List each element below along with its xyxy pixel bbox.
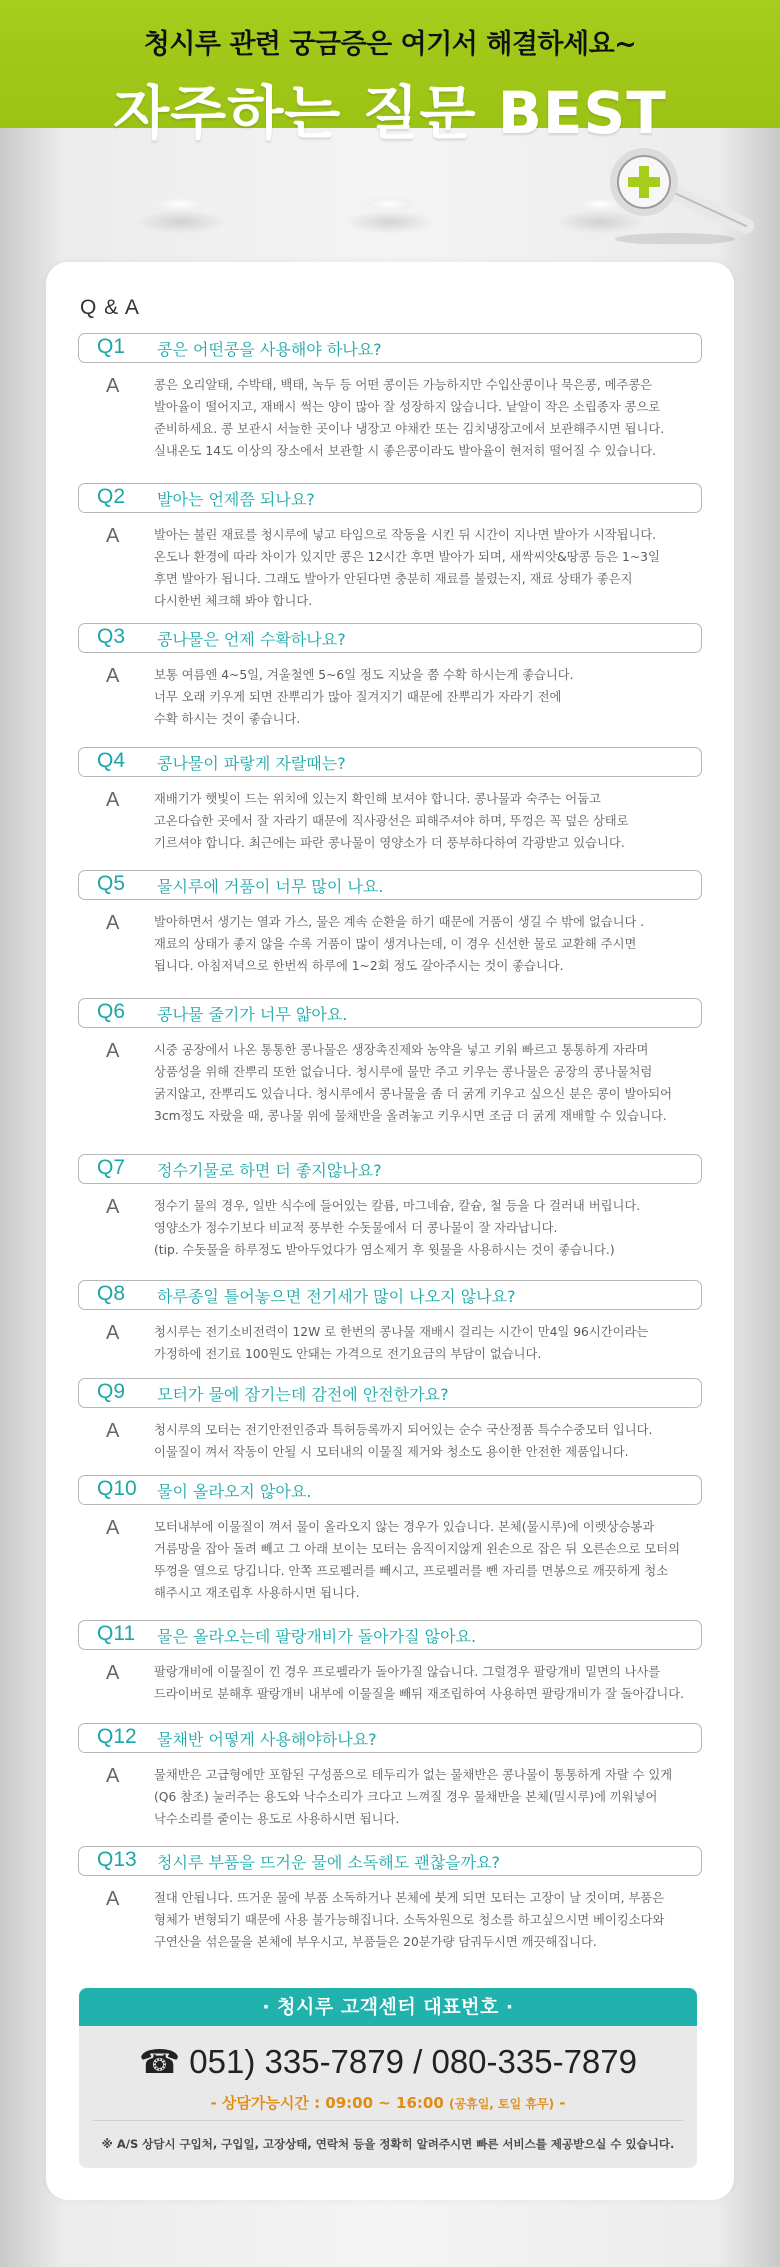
answer-line: 뚜껑을 열으로 당깁니다. 안쪽 프로펠러를 빼시고, 프로펠러를 뺀 자리를 면봉으로 깨끗하게 청소: [154, 1564, 669, 1578]
question-bar[interactable]: [78, 1620, 702, 1650]
answer-line: 발아율이 떨어지고, 재배시 썩는 양이 많아 잘 성장하지 않습니다. 낱알이 작은 소립종자 콩으로: [154, 400, 661, 414]
question-text: 하루종일 틀어놓으면 전기세가 많이 나오지 않나요?: [157, 1287, 516, 1306]
magnifier-icon: [590, 144, 760, 244]
answer-text: [154, 1321, 714, 1365]
answer-text: [154, 1516, 714, 1604]
answer-mark: A: [106, 1765, 120, 1787]
question-bar[interactable]: [78, 998, 702, 1028]
answer-line: (Q6 참조) 눌러주는 용도와 낙수소리가 크다고 느껴질 경우 물채반을 본체(밀시루)에 끼워넣어: [154, 1790, 658, 1804]
answer-line: 낙수소리를 줄이는 용도로 사용하시면 됩니다.: [154, 1812, 400, 1826]
answer-line: 굵지않고, 잔뿌리도 있습니다. 청시루에서 콩나물을 좀 더 굵게 키우고 싶으신 분은 콩이 발아되어: [154, 1087, 672, 1101]
answer-text: [154, 664, 714, 730]
answer-mark: A: [106, 1662, 120, 1684]
answer-line: 청시루의 모터는 전기안전인증과 특허등록까지 되어있는 순수 국산정품 특수수중모터 입니다.: [154, 1423, 653, 1437]
answer-mark: A: [106, 665, 120, 687]
question-bar[interactable]: [78, 483, 702, 513]
answer-line: 팔랑개비에 이물질이 낀 경우 프로펠라가 돌아가질 않습니다. 그럴경우 팔랑개비 밑면의 나사를: [154, 1665, 661, 1679]
question-bar[interactable]: [78, 1723, 702, 1753]
customer-center-box: [79, 1988, 697, 2168]
question-number: Q13: [97, 1848, 137, 1871]
answer-line: 너무 오래 키우게 되면 잔뿌리가 많아 질겨지기 때문에 잔뿌리가 자라기 전에: [154, 690, 562, 704]
question-bar[interactable]: [78, 870, 702, 900]
answer-line: 됩니다. 아침저녁으로 한번씩 하루에 1~2회 정도 갈아주시는 것이 좋습니다.: [154, 959, 564, 973]
header-title: 자주하는 질문 BEST: [113, 79, 667, 147]
answer-mark: A: [106, 1322, 120, 1344]
question-text: 물채반 어떻게 사용해야하나요?: [157, 1730, 377, 1749]
answer-text: [154, 1887, 714, 1953]
question-bar[interactable]: [78, 333, 702, 363]
answer-mark: A: [106, 375, 120, 397]
ceiling-lamp: [150, 196, 210, 212]
answer-mark: A: [106, 1196, 120, 1218]
answer-line: 후면 발아가 됩니다. 그래도 발아가 안된다면 충분히 재료를 불렸는지, 재료 상태가 좋은지: [154, 572, 633, 586]
answer-line: 가정하에 전기료 100원도 안돼는 가격으로 전기요금의 부담이 없습니다.: [154, 1347, 542, 1361]
answer-line: 기르셔야 합니다. 최근에는 파란 콩나물이 영양소가 더 풍부하다하여 각광받고 있습니다.: [154, 836, 625, 850]
ceiling-lamp-shadow: [345, 210, 435, 234]
question-number: Q1: [97, 335, 126, 358]
question-number: Q9: [97, 1380, 126, 1403]
question-number: Q11: [97, 1622, 136, 1645]
answer-line: 시중 공장에서 나온 통통한 콩나물은 생장촉진제와 농약을 넣고 키워 빠르고 통통하게 자라며: [154, 1043, 649, 1057]
question-number: Q5: [97, 872, 126, 895]
answer-line: 영양소가 정수기보다 비교적 풍부한 수돗물에서 더 콩나물이 잘 자라납니다.: [154, 1221, 558, 1235]
question-bar[interactable]: [78, 1378, 702, 1408]
answer-line: 이물질이 껴서 작동이 안될 시 모터내의 이물질 제거와 청소도 용이한 안전한 제품입니다.: [154, 1445, 629, 1459]
question-text: 콩은 어떤콩을 사용해야 하나요?: [157, 340, 382, 359]
answer-mark: A: [106, 1517, 120, 1539]
answer-line: 다시한번 체크해 봐야 합니다.: [154, 594, 313, 608]
answer-line: (tip. 수돗물을 하루정도 받아두었다가 염소제거 후 윗물을 사용하시는 것이 좋습니다.): [154, 1243, 615, 1257]
question-number: Q2: [97, 485, 126, 508]
answer-text: [154, 1419, 714, 1463]
question-number: Q3: [97, 625, 126, 648]
ceiling-lamp: [360, 196, 420, 212]
answer-mark: A: [106, 1420, 120, 1442]
question-text: 물은 올라오는데 팔랑개비가 돌아가질 않아요.: [157, 1627, 477, 1646]
question-number: Q8: [97, 1282, 126, 1305]
answer-line: 고온다습한 곳에서 잘 자라기 때문에 직사광선은 피해주셔야 하며, 뚜껑은 꼭 덮은 상태로: [154, 814, 629, 828]
header-subtitle: 청시루 관련 궁금증은 여기서 해결하세요~: [143, 29, 637, 60]
answer-line: 절대 안됩니다. 뜨거운 물에 부품 소독하거나 본체에 붓게 되면 모터는 고장이 날 것이며, 부품은: [154, 1891, 665, 1905]
question-text: 정수기물로 하면 더 좋지않나요?: [157, 1161, 382, 1180]
answer-line: 수확 하시는 것이 좋습니다.: [154, 712, 301, 726]
customer-center-note: ※ A/S 상담시 구입처, 구입일, 고장상태, 연락처 등을 정확히 알려주시면 빠른 서비스를 제공받으실 수 있습니다.: [101, 2137, 675, 2151]
question-text: 물시루에 거품이 너무 많이 나요.: [157, 877, 384, 896]
answer-text: [154, 1039, 714, 1127]
question-number: Q4: [97, 749, 126, 772]
answer-text: [154, 524, 714, 612]
question-bar[interactable]: [78, 1280, 702, 1310]
question-number: Q7: [97, 1156, 126, 1179]
answer-line: 정수기 물의 경우, 일반 식수에 들어있는 칼륨, 마그네슘, 칼슘, 철 등을 다 걸러내 버립니다.: [154, 1199, 641, 1213]
answer-line: 상품성을 위해 잔뿌리 또한 없습니다. 청시루에 물만 주고 키우는 콩나물은 공장의 콩나물처럼: [154, 1065, 653, 1079]
customer-center-title: · 청시루 고객센터 대표번호 ·: [79, 1988, 697, 2026]
question-bar[interactable]: [78, 1154, 702, 1184]
answer-mark: A: [106, 1040, 120, 1062]
question-text: 물이 올라오지 않아요.: [157, 1482, 312, 1501]
ceiling-lamp-shadow: [136, 210, 226, 234]
answer-text: [154, 1764, 714, 1830]
customer-center-hours: - 상담가능시간 : 09:00 ~ 16:00 (공휴일, 토일 휴무) -: [210, 2094, 566, 2112]
answer-line: 형체가 변형되기 때문에 사용 불가능해집니다. 소독차원으로 청소를 하고싶으시면 베이킹소다와: [154, 1913, 665, 1927]
answer-line: 실내온도 14도 이상의 장소에서 보관할 시 좋은콩이라도 발아율이 현저히 떨어질 수 있습니다.: [154, 444, 657, 458]
question-text: 발아는 언제쯤 되나요?: [157, 490, 315, 509]
question-bar[interactable]: [78, 747, 702, 777]
answer-text: [154, 1661, 714, 1705]
customer-center-phone[interactable]: ☎ 051) 335-7879 / 080-335-7879: [139, 2043, 637, 2080]
answer-line: 발아하면서 생기는 열과 가스, 물은 계속 순환을 하기 때문에 거품이 생길 수 밖에 없습니다 .: [154, 915, 645, 929]
question-text: 청시루 부품을 뜨거운 물에 소독해도 괜찮을까요?: [157, 1853, 501, 1872]
question-text: 콩나물 줄기가 너무 얇아요.: [157, 1005, 348, 1024]
question-bar[interactable]: [78, 1846, 702, 1876]
question-number: Q6: [97, 1000, 126, 1023]
answer-line: 구연산을 섞은물을 본체에 부우시고, 부품들은 20분가량 담궈두시면 깨끗해집니다.: [154, 1935, 597, 1949]
answer-mark: A: [106, 525, 120, 547]
answer-line: 재료의 상태가 좋지 않을 수록 거품이 많이 생겨나는데, 이 경우 신선한 물로 교환해 주시면: [154, 937, 637, 951]
answer-line: 콩은 오리알태, 수박태, 백태, 녹두 등 어떤 콩이든 가능하지만 수입산콩이나 묵은콩, 메주콩은: [154, 378, 653, 392]
answer-line: 물채반은 고급형에만 포함된 구성품으로 테두리가 없는 물채반은 콩나물이 통통하게 자랄 수 있게: [154, 1768, 673, 1782]
answer-mark: A: [106, 1888, 120, 1910]
answer-line: 온도나 환경에 따라 차이가 있지만 콩은 12시간 후면 발아가 되며, 새싹씨앗&땅콩 등은 1~3일: [154, 550, 660, 564]
answer-line: 준비하세요. 콩 보관시 서늘한 곳이나 냉장고 야채칸 또는 김치냉장고에서 보관해주시면 됩니다.: [154, 422, 665, 436]
answer-text: [154, 374, 714, 462]
question-bar[interactable]: [78, 623, 702, 653]
question-number: Q12: [97, 1725, 137, 1748]
answer-line: 재배기가 햇빛이 드는 위치에 있는지 확인해 보셔야 합니다. 콩나물과 숙주는 어둡고: [154, 792, 601, 806]
question-text: 모터가 물에 잠기는데 감전에 안전한가요?: [157, 1385, 449, 1404]
question-bar[interactable]: [78, 1475, 702, 1505]
answer-line: 3cm정도 자랐을 때, 콩나물 위에 물채반을 올려놓고 키우시면 조금 더 굵게 재배할 수 있습니다.: [154, 1109, 667, 1123]
answer-line: 발아는 불린 재료를 청시루에 넣고 타임으로 작동을 시킨 뒤 시간이 지나면 발아가 시작됩니다.: [154, 528, 657, 542]
question-text: 콩나물은 언제 수확하나요?: [157, 630, 346, 649]
question-text: 콩나물이 파랗게 자랄때는?: [157, 754, 346, 773]
answer-line: 거름망을 잡아 돌려 빼고 그 아래 보이는 모터는 움직이지않게 왼손으로 잡은 뒤 오른손으로 모터의: [154, 1542, 680, 1556]
answer-text: [154, 788, 714, 854]
answer-line: 해주시고 재조립후 사용하시면 됩니다.: [154, 1586, 360, 1600]
qa-heading: Q & A: [80, 296, 140, 319]
answer-text: [154, 1195, 714, 1261]
answer-text: [154, 911, 714, 977]
answer-line: 모터내부에 이물질이 껴서 물이 올라오지 않는 경우가 있습니다. 본체(물시루)에 이렛상승봉과: [154, 1520, 655, 1534]
answer-mark: A: [106, 912, 120, 934]
answer-line: 드라이버로 분해후 팔랑개비 내부에 이물질을 빼뒤 재조립하여 사용하면 팔랑개비가 잘 돌아갑니다.: [154, 1687, 685, 1701]
divider: [93, 2120, 683, 2121]
answer-line: 보통 여름엔 4~5일, 겨울철엔 5~6일 정도 지났을 쯤 수확 하시는게 좋습니다.: [154, 668, 574, 682]
header-banner: [0, 0, 780, 147]
answer-mark: A: [106, 789, 120, 811]
answer-line: 청시루는 전기소비전력이 12W 로 한번의 콩나물 재배시 걸리는 시간이 만4일 96시간이라는: [154, 1325, 649, 1339]
question-number: Q10: [97, 1477, 137, 1500]
